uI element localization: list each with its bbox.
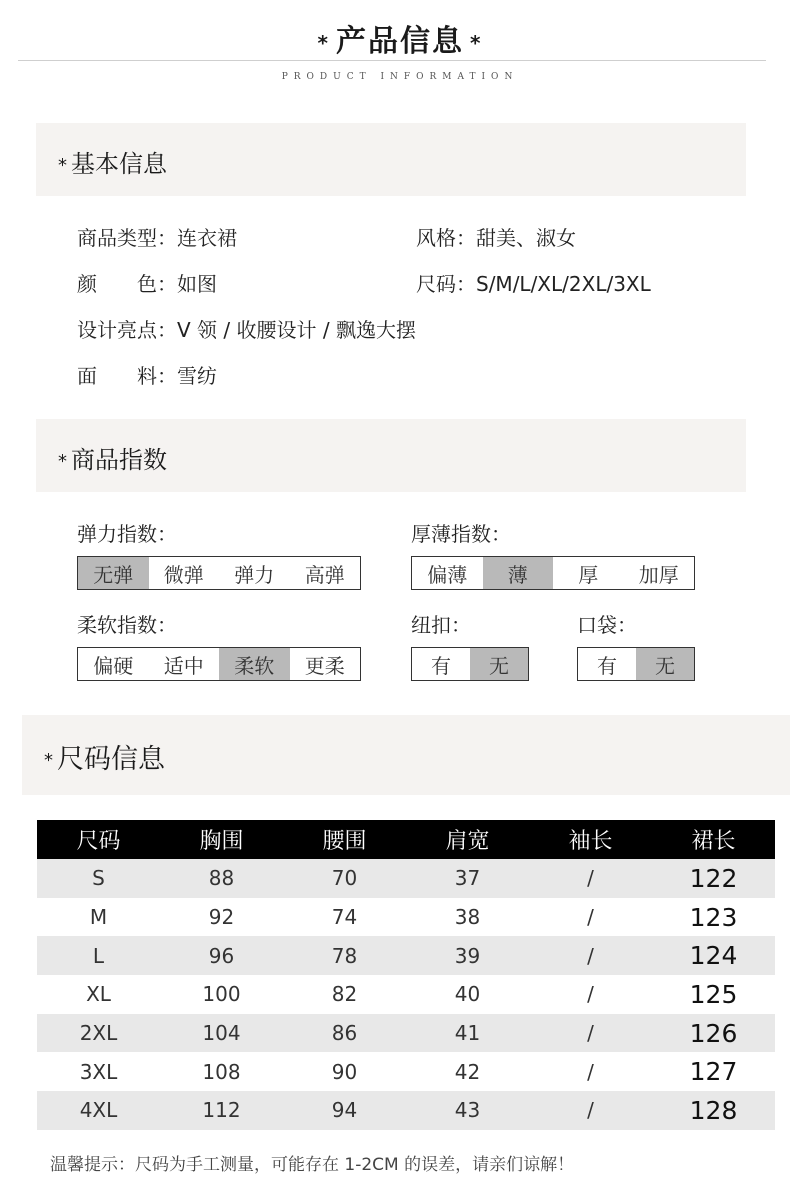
page-subtitle: PRODUCT INFORMATION: [281, 72, 519, 82]
table-row: [37, 859, 775, 898]
info-design-highlights: 设计亮点：V 领 / 收腰设计 / 飘逸大摆: [77, 318, 416, 342]
table-cell: 124: [652, 936, 775, 975]
table-cell: 37: [406, 859, 529, 898]
pockets-scale: [577, 647, 695, 681]
star-icon: *: [317, 30, 330, 55]
star-icon: *: [44, 750, 53, 771]
table-cell: 42: [454, 1059, 481, 1084]
softness-option: 更柔: [304, 653, 345, 678]
buttons-option: 无: [470, 648, 528, 680]
table-cell: 82: [331, 982, 358, 1007]
table-cell: 123: [689, 902, 738, 932]
info-style: 风格：甜美、淑女: [416, 226, 576, 250]
product-index-title: [58, 440, 167, 475]
thickness-option: 加厚: [638, 562, 679, 587]
info-color: 颜 色：如图: [77, 272, 217, 296]
table-cell: 126: [652, 1014, 775, 1053]
table-cell: M: [89, 905, 108, 930]
table-cell: /: [587, 905, 594, 930]
table-cell: 39: [406, 936, 529, 975]
table-cell: L: [37, 936, 160, 975]
table-row: [37, 1052, 775, 1091]
page-title: [0, 16, 800, 60]
measurement-tip: 温馨提示：尺码为手工测量，可能存在 1-2CM 的误差，请亲们谅解！: [50, 1155, 575, 1175]
column-header: 袖长: [529, 820, 652, 859]
column-header: 肩宽: [406, 820, 529, 859]
table-cell: /: [529, 1091, 652, 1130]
table-cell: 96: [160, 936, 283, 975]
table-cell: 86: [283, 1014, 406, 1053]
table-cell: 92: [208, 905, 235, 930]
table-cell: 38: [454, 905, 481, 930]
info-fabric: 面 料：雪纺: [77, 364, 217, 388]
table-cell: 88: [160, 859, 283, 898]
table-cell: XL: [86, 982, 111, 1007]
elasticity-scale: [77, 556, 361, 590]
table-cell: 40: [454, 982, 481, 1007]
table-cell: 104: [160, 1014, 283, 1053]
thickness-option: 厚: [578, 562, 599, 587]
page-title-text: 产品信息: [336, 24, 464, 59]
table-cell: S: [37, 859, 160, 898]
column-header: 裙长: [652, 820, 775, 859]
table-cell: 3XL: [79, 1059, 118, 1084]
column-header: 胸围: [160, 820, 283, 859]
thickness-label: 厚薄指数：: [411, 522, 511, 546]
softness-option: 柔软: [219, 648, 290, 680]
table-cell: /: [529, 859, 652, 898]
thickness-option: 薄: [483, 557, 554, 589]
table-cell: 43: [406, 1091, 529, 1130]
softness-option: 偏硬: [93, 653, 134, 678]
buttons-label: 纽扣：: [411, 613, 471, 637]
table-cell: /: [587, 1059, 594, 1084]
thickness-option: 偏薄: [427, 562, 468, 587]
elasticity-option: 高弹: [304, 562, 345, 587]
table-cell: 128: [652, 1091, 775, 1130]
table-cell: 74: [331, 905, 358, 930]
size-info-title: [44, 737, 165, 776]
buttons-scale: [411, 647, 529, 681]
table-cell: 94: [283, 1091, 406, 1130]
size-info-title-text: 尺码信息: [57, 744, 165, 775]
table-cell: 112: [160, 1091, 283, 1130]
product-index-title-text: 商品指数: [71, 446, 167, 474]
table-cell: 125: [689, 979, 738, 1009]
elasticity-option: 微弹: [163, 562, 204, 587]
table-row: [37, 1014, 775, 1053]
pockets-label: 口袋：: [577, 613, 637, 637]
size-table-header-row: [37, 820, 775, 859]
table-cell: 41: [406, 1014, 529, 1053]
basic-info-title: [58, 144, 167, 179]
elasticity-label: 弹力指数：: [77, 522, 177, 546]
table-row: [37, 936, 775, 975]
elasticity-option: 无弹: [78, 557, 149, 589]
buttons-option: 有: [431, 653, 451, 678]
column-header: 腰围: [283, 820, 406, 859]
table-cell: /: [529, 936, 652, 975]
pockets-option: 有: [597, 653, 617, 678]
table-cell: 127: [689, 1057, 738, 1087]
table-cell: 90: [331, 1059, 358, 1084]
elasticity-option: 弹力: [234, 562, 275, 587]
softness-scale: [77, 647, 361, 681]
table-cell: 2XL: [37, 1014, 160, 1053]
table-cell: 78: [283, 936, 406, 975]
thickness-scale: [411, 556, 695, 590]
info-size: 尺码：S/M/L/XL/2XL/3XL: [416, 272, 651, 296]
softness-option: 适中: [163, 653, 204, 678]
info-product-type: 商品类型：连衣裙: [77, 226, 237, 250]
table-cell: 108: [202, 1059, 241, 1084]
table-cell: 70: [283, 859, 406, 898]
star-icon: *: [58, 450, 67, 472]
table-row: [37, 898, 775, 937]
title-divider: [18, 60, 766, 61]
basic-info-title-text: 基本信息: [71, 150, 167, 178]
table-cell: 100: [202, 982, 241, 1007]
table-cell: /: [587, 982, 594, 1007]
size-table: [37, 820, 775, 1130]
softness-label: 柔软指数：: [77, 613, 177, 637]
table-cell: /: [529, 1014, 652, 1053]
table-cell: 122: [652, 859, 775, 898]
table-row: [37, 1091, 775, 1130]
table-cell: 4XL: [37, 1091, 160, 1130]
pockets-option: 无: [636, 648, 694, 680]
star-icon: *: [470, 30, 483, 55]
column-header: 尺码: [37, 820, 160, 859]
star-icon: *: [58, 154, 67, 176]
table-row: [37, 975, 775, 1014]
